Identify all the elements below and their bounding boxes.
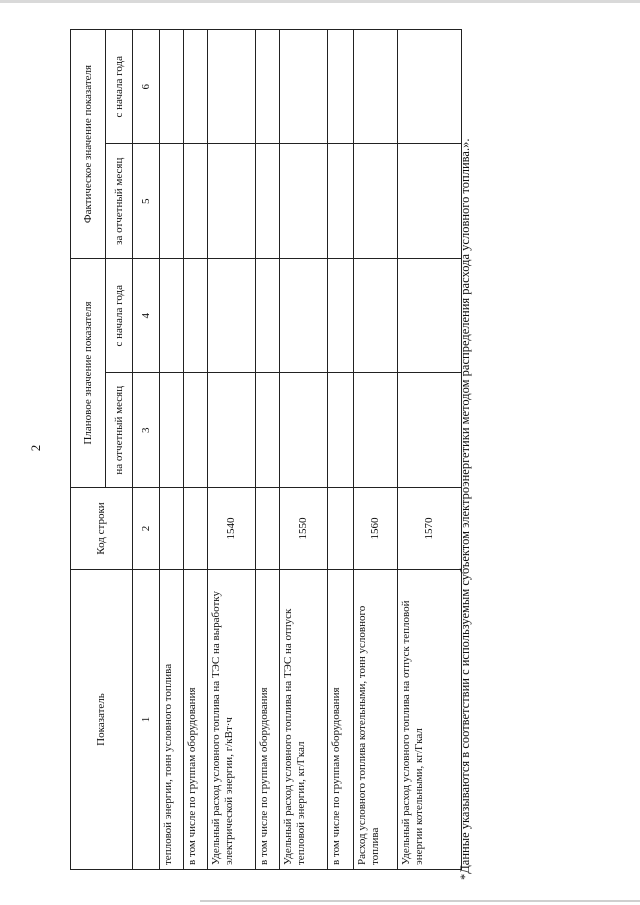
row-value-cell xyxy=(328,373,354,488)
row-value-cell xyxy=(184,30,208,145)
header-code: Код строки xyxy=(71,488,133,570)
header-actual-month: за отчетный месяц xyxy=(106,144,133,259)
row-value-cell xyxy=(398,373,462,488)
row-value-cell xyxy=(256,30,280,145)
row-value-cell xyxy=(160,144,184,259)
row-code xyxy=(160,488,184,570)
row-value-cell xyxy=(256,373,280,488)
row-indicator: тепловой энергии, тонн условного топлива xyxy=(160,570,184,870)
row-indicator: в том числе по группам оборудования xyxy=(328,570,354,870)
row-value-cell xyxy=(328,259,354,374)
row-value-cell xyxy=(256,259,280,374)
row-value-cell xyxy=(280,373,328,488)
row-value-cell xyxy=(398,259,462,374)
row-indicator: в том числе по группам оборудования xyxy=(256,570,280,870)
row-indicator: Расход условного топлива котельными, тонн условного топлива xyxy=(354,570,398,870)
row-value-cell xyxy=(184,144,208,259)
header-indicator: Показатель xyxy=(71,570,133,870)
row-value-cell xyxy=(208,373,256,488)
row-value-cell xyxy=(328,30,354,145)
table-row xyxy=(208,30,256,870)
row-value-cell xyxy=(280,259,328,374)
row-indicator: Удельный расход условного топлива на отпуск тепловой энергии котельными, кг/Гкал xyxy=(398,570,462,870)
col-number-6: 6 xyxy=(133,30,160,145)
row-code: 1560 xyxy=(354,488,398,570)
row-code xyxy=(328,488,354,570)
row-value-cell xyxy=(208,144,256,259)
row-value-cell xyxy=(328,144,354,259)
row-value-cell xyxy=(354,373,398,488)
col-number-4: 4 xyxy=(133,259,160,374)
row-value-cell xyxy=(280,30,328,145)
row-code xyxy=(184,488,208,570)
row-value-cell xyxy=(160,259,184,374)
header-planned: Плановое значение показателя xyxy=(71,259,106,488)
table-row xyxy=(354,30,398,870)
row-value-cell xyxy=(184,259,208,374)
indicator-table xyxy=(70,29,462,870)
row-value-cell xyxy=(354,30,398,145)
row-value-cell xyxy=(354,259,398,374)
table-row xyxy=(280,30,328,870)
row-code: 1540 xyxy=(208,488,256,570)
row-value-cell xyxy=(398,144,462,259)
row-indicator: Удельный расход условного топлива на ТЭС на выработку электрической энергии, г/кВт·ч xyxy=(208,570,256,870)
table-row xyxy=(184,30,208,870)
row-indicator: в том числе по группам оборудования xyxy=(184,570,208,870)
row-code xyxy=(256,488,280,570)
row-value-cell xyxy=(184,373,208,488)
header-planned-year: с начала года xyxy=(106,259,133,374)
row-code: 1550 xyxy=(280,488,328,570)
page-edge-bottom xyxy=(200,900,640,902)
row-value-cell xyxy=(256,144,280,259)
row-value-cell xyxy=(354,144,398,259)
row-value-cell xyxy=(208,259,256,374)
table-row xyxy=(160,30,184,870)
col-number-1: 1 xyxy=(133,570,160,870)
header-actual-year: с начала года xyxy=(106,30,133,145)
row-value-cell xyxy=(160,373,184,488)
table-row xyxy=(328,30,354,870)
rotated-table-frame xyxy=(70,30,436,870)
footnote: *Данные указываются в соответствии с используемым субъектом электроэнергетики методом распределения расхода условного топлива.». xyxy=(458,138,472,880)
col-number-5: 5 xyxy=(133,144,160,259)
page-edge-top xyxy=(0,0,640,3)
header-planned-month: на отчетный месяц xyxy=(106,373,133,488)
table-row xyxy=(398,30,462,870)
row-indicator: Удельный расход условного топлива на ТЭС на отпуск тепловой энергии, кг/Гкал xyxy=(280,570,328,870)
header-actual: Фактическое значение показателя xyxy=(71,30,106,259)
table-row xyxy=(256,30,280,870)
col-number-3: 3 xyxy=(133,373,160,488)
row-value-cell xyxy=(208,30,256,145)
page-number: 2 xyxy=(28,444,43,452)
row-value-cell xyxy=(280,144,328,259)
row-code: 1570 xyxy=(398,488,462,570)
row-value-cell xyxy=(160,30,184,145)
col-number-2: 2 xyxy=(133,488,160,570)
row-value-cell xyxy=(398,30,462,145)
